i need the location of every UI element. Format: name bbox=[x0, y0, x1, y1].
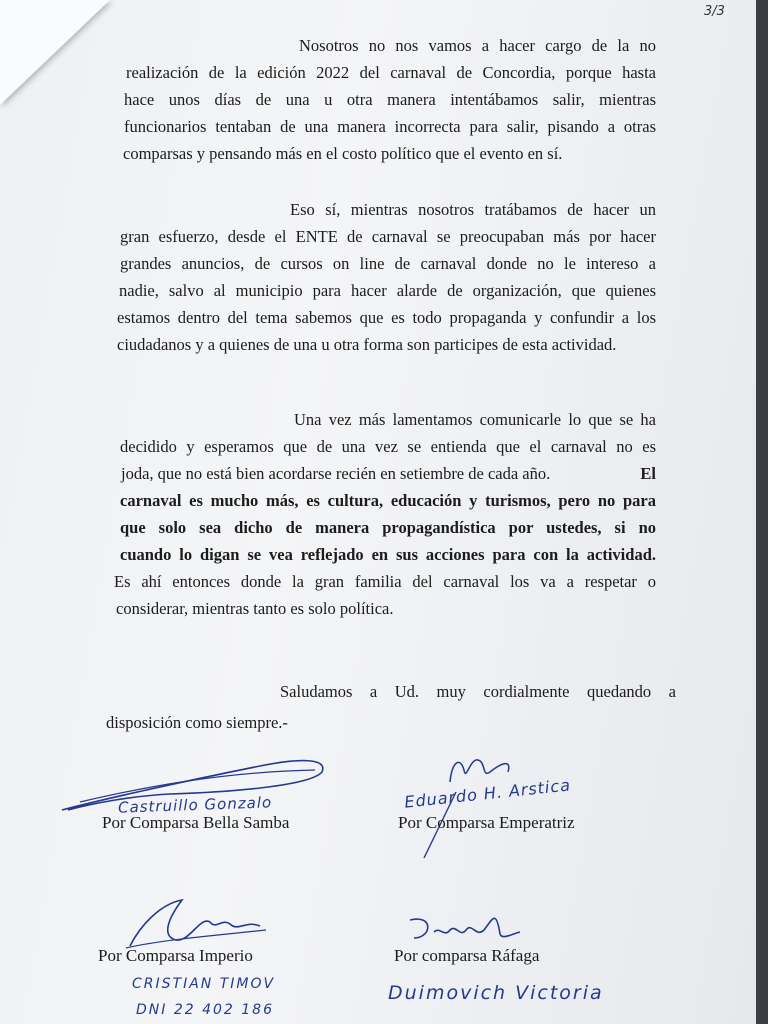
handwritten-id-imperio: DNI 22 402 186 bbox=[136, 1002, 274, 1018]
text-line: estamos dentro del tema sabemos que es todo propaganda y confundir a los bbox=[117, 308, 656, 327]
handwritten-signature-name: Castruillo Gonzalo bbox=[117, 793, 273, 817]
text-line: disposición como siempre.- bbox=[106, 713, 288, 732]
text-line: Una vez más lamentamos comunicarle lo que se ha bbox=[294, 410, 656, 429]
text-line: Saludamos a Ud. muy cordialmente quedando a bbox=[280, 682, 676, 701]
text-line: realización de la edición 2022 del carnaval de Concordia, porque hasta bbox=[126, 63, 656, 82]
page-number: 3/3 bbox=[704, 4, 725, 19]
text-line: Es ahí entonces donde la gran familia del carnaval los va a respetar o bbox=[114, 572, 656, 591]
bold-text-segment: El bbox=[640, 464, 656, 483]
text-line: hace unos días de una u otra manera intentábamos salir, mientras bbox=[124, 90, 656, 109]
handwritten-name-rafaga: Duimovich Victoria bbox=[388, 982, 604, 1004]
text-line: ciudadanos y a quienes de una u otra forma son participes de esta actividad. bbox=[117, 335, 617, 354]
text-line: gran esfuerzo, desde el ENTE de carnaval se preocupaban más por hacer bbox=[120, 227, 656, 246]
signature-label-imperio: Por Comparsa Imperio bbox=[98, 946, 253, 965]
handwritten-signature-name: Eduardo H. Arstica bbox=[403, 775, 572, 812]
text-line: funcionarios tentaban de una manera incorrecta para salir, pisando a otras bbox=[124, 117, 656, 136]
paragraph-1 bbox=[96, 32, 656, 167]
signature-label-emperatriz: Por Comparsa Emperatriz bbox=[398, 813, 575, 832]
text-line: grandes anuncios, de cursos on line de carnaval donde no le intereso a bbox=[120, 254, 656, 273]
closing-paragraph bbox=[96, 678, 676, 736]
bold-text-line: que solo sea dicho de manera propagandística por ustedes, si no bbox=[120, 518, 656, 537]
handwritten-name-imperio: CRISTIAN TIMOV bbox=[132, 976, 276, 992]
paragraph-3 bbox=[96, 406, 656, 622]
bold-text-line: cuando lo digan se vea reflejado en sus acciones para con la actividad. bbox=[120, 545, 656, 564]
text-line: decidido y esperamos que de una vez se entienda que el carnaval no es bbox=[120, 437, 656, 456]
bold-text-line: carnaval es mucho más, es cultura, educación y turismos, pero no para bbox=[120, 491, 656, 510]
text-line: comparsas y pensando más en el costo político que el evento en sí. bbox=[123, 144, 563, 163]
text-line: Nosotros no nos vamos a hacer cargo de la no bbox=[299, 36, 656, 55]
folded-paper-corner bbox=[0, 0, 110, 105]
paragraph-2 bbox=[96, 196, 656, 358]
text-line: considerar, mientras tanto es solo política. bbox=[116, 599, 394, 618]
text-line: nadie, salvo al municipio para hacer alarde de organización, que quienes bbox=[119, 281, 656, 300]
text-line: Eso sí, mientras nosotros tratábamos de hacer un bbox=[290, 200, 656, 219]
text-line bbox=[121, 460, 656, 487]
signature-label-bella-samba: Por Comparsa Bella Samba bbox=[102, 813, 290, 832]
signature-label-rafaga: Por comparsa Ráfaga bbox=[394, 946, 540, 965]
text-line-segment: joda, que no está bien acordarse recién en setiembre de cada año. bbox=[121, 464, 551, 483]
signature-scribble-rafaga bbox=[404, 904, 524, 944]
